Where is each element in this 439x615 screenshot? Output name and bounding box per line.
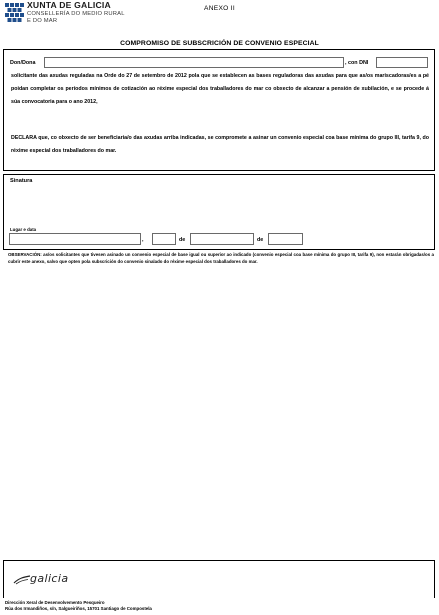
signature-label: Sinatura bbox=[10, 178, 33, 184]
dni-field[interactable] bbox=[376, 57, 428, 68]
observation-note: OBSERVACIÓN: as/os solicitantes que tivesen asinado un convenio especial de base igual ou superior ao indicado (convenio especial coa base mínima do grupo III, tarifa 9), non estarán obrigadas/os a cubrir este anexo, salvo que opten pola subscrición do convenio sinalado do réxime especial dos traballadores do mar. bbox=[8, 252, 434, 264]
logo-title: XUNTA DE GALICIA bbox=[27, 0, 111, 10]
de-label-1: de bbox=[179, 237, 186, 243]
address-line1: Dirección Xeral de Desenvolvemento Pesqueiro bbox=[5, 600, 105, 605]
document-title: COMPROMISO DE SUBSCRICIÓN DE CONVENIO ESPECIAL bbox=[120, 40, 319, 47]
place-field[interactable] bbox=[9, 233, 141, 245]
day-field[interactable] bbox=[152, 233, 176, 245]
applicant-paragraph: solicitante das axudas reguladas na Orde do 27 de setembro de 2012 pola que se establecen as bases reguladoras das axudas para que as/os mariscadoras/es a pé poidan completar os períodos mínimos de cotización ao réxime especial dos traballadores do mar co obxecto de alcanzar a pensión de xubilación, e se procede á súa convocatoria para o ano 2012, bbox=[11, 73, 429, 105]
galicia-swoosh-icon bbox=[13, 575, 31, 585]
declaration-paragraph: DECLARA que, co obxecto de ser beneficiaria/o das axudas arriba indicadas, se compromete a asinar un convenio especial coa base mínima do grupo III, tarifa 9, do réxime especial dos traballadores do mar. bbox=[11, 135, 429, 154]
signature-box bbox=[3, 174, 435, 250]
xunta-logo-text bbox=[27, 1, 125, 24]
address-line2: Rúa dos Irmandiños, s/n, Salgueiriños, 15701 Santiago de Compostela bbox=[5, 605, 152, 611]
year-field[interactable] bbox=[268, 233, 303, 245]
de-label-2: de bbox=[257, 237, 264, 243]
comma-separator: , bbox=[142, 237, 144, 243]
don-dona-label: Don/Dona bbox=[10, 60, 36, 66]
dni-label: , con DNI bbox=[345, 60, 369, 66]
name-field[interactable] bbox=[44, 57, 344, 68]
month-field[interactable] bbox=[190, 233, 254, 245]
annex-label: ANEXO II bbox=[204, 5, 235, 12]
logo-subtitle-line1: CONSELLERÍA DO MEDIO RURAL bbox=[27, 11, 125, 18]
logo-subtitle-line2: E DO MAR bbox=[27, 17, 58, 24]
xunta-shield-icon bbox=[5, 3, 24, 24]
footer-address bbox=[5, 600, 152, 612]
footer-box bbox=[3, 560, 435, 598]
galicia-brand: galicia bbox=[30, 572, 69, 585]
commitment-form-box bbox=[3, 49, 435, 171]
place-date-label: Lugar e data bbox=[10, 227, 37, 232]
